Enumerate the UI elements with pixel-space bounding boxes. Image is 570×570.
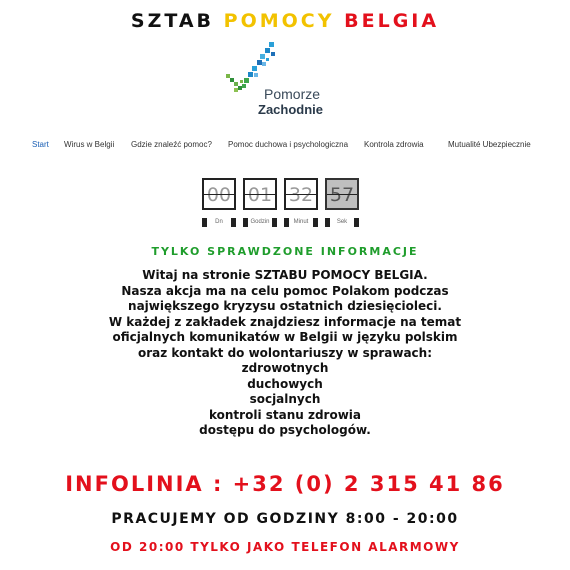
countdown-hours-value: 01 [247,184,273,206]
welcome-line: największego kryzysu ostatnich dziesięcioleci. [128,299,442,313]
nav-item-gdzie-znalezc-pomoc[interactable]: Gdzie znaleźć pomoc? [131,140,212,149]
nav-item-mutualite[interactable]: Mutualité Ubezpiecznie [448,140,531,149]
countdown-minutes-label: Minut [284,218,318,227]
countdown-seconds-label: Sek [325,218,359,227]
countdown-hours-label: Godzin [243,218,277,227]
countdown-timer [202,178,358,232]
working-hours: PRACUJEMY OD GODZINY 8:00 - 20:00 [111,511,459,527]
welcome-text [0,268,570,439]
countdown-minutes-box [284,178,318,210]
welcome-line: dostępu do psychologów. [199,423,371,437]
welcome-line: kontroli stanu zdrowia [208,407,362,422]
welcome-line: oficjalnych komunikatów w Belgii w języku polskim [112,330,458,344]
infoline-phone[interactable]: INFOLINIA : +32 (0) 2 315 41 86 [65,472,505,496]
title-word-3: BELGIA [344,10,440,32]
verified-info-heading: TYLKO SPRAWDZONE INFORMACJE [151,245,419,258]
countdown-seconds-box [325,178,359,210]
nav-item-start[interactable]: Start [32,140,49,149]
countdown-minutes-value: 32 [288,184,314,206]
countdown-days-label: Dn [202,218,236,227]
logo-text-line1: Pomorze [264,86,321,102]
welcome-line: Nasza akcja ma na celu pomoc Polakom podczas [121,283,449,298]
title-word-2: POMOCY [223,10,335,32]
nav-item-kontrola-zdrowia[interactable]: Kontrola zdrowia [364,140,424,149]
welcome-line: Witaj na stronie SZTABU POMOCY BELGIA. [142,268,428,282]
welcome-line: W każdej z zakładek znajdziesz informacje na temat [108,314,462,329]
site-title [0,10,570,32]
welcome-line: socjalnych [249,392,321,406]
countdown-days-value: 00 [206,184,232,206]
alarm-notice: OD 20:00 TYLKO JAKO TELEFON ALARMOWY [110,540,460,554]
welcome-line: zdrowotnych [241,361,329,375]
main-nav [32,140,560,152]
nav-item-pomoc-duchowa[interactable]: Pomoc duchowa i psychologiczna [228,140,349,149]
welcome-line: oraz kontakt do wolontariuszy w sprawach: [137,345,433,360]
countdown-seconds-value: 57 [329,184,355,206]
nav-item-wirus-w-belgii[interactable]: Wirus w Belgii [64,140,115,149]
countdown-days-box [202,178,236,210]
welcome-line: duchowych [247,376,323,391]
title-word-1: SZTAB [130,10,215,32]
logo-text-line2: Zachodnie [258,102,324,117]
pomorze-zachodnie-logo[interactable] [224,40,354,118]
countdown-hours-box [243,178,277,210]
